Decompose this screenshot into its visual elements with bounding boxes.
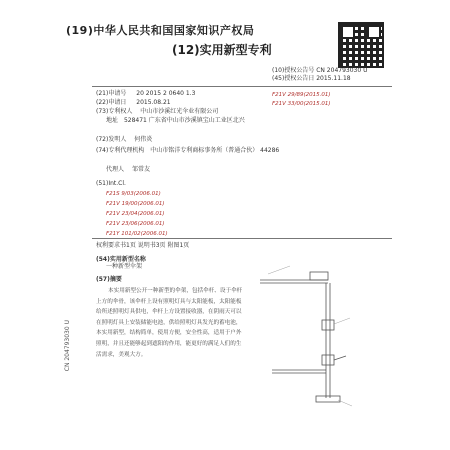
leader-line [338, 400, 352, 406]
leader-line [334, 318, 350, 324]
claims-summary: 权利要求书1页 说明书3页 附图1页 [96, 242, 190, 249]
ipc-item: F21V 23/06(2006.01) [106, 221, 165, 227]
inventor-label: (72)发明人 [96, 136, 127, 143]
section-divider [92, 238, 392, 239]
document-type-title: (12)实用新型专利 [172, 43, 272, 57]
abstract-label: (57)摘要 [96, 276, 122, 283]
ipc-item: F21S 9/03(2006.01) [106, 191, 161, 197]
bracket-shape [322, 355, 334, 365]
application-number-field [96, 90, 195, 98]
publication-date: (45)授权公告日 2015.11.18 [272, 75, 351, 82]
side-document-code: CN 204793030 U [64, 320, 71, 372]
address-field [106, 117, 245, 125]
abstract-text: 本实用新型公开一种新型的伞架，包括伞杆、设于伞杆上方的伞骨，该伞杆上设有照明灯具与太阳能板，太阳能板给所述照明灯具供电，伞杆上方设置接收器，在阴雨天可以在照明灯具上安装储能电池，供给照明灯具发光的蓄电池，本实用新型，结构简单，使用方便，安全性高，适用于户外照明，并且还能够起到遮阳的作用，能更好的满足人们的生活需求，美观大方。 [96, 288, 243, 358]
agent-value: 邹常友 [131, 166, 150, 173]
inventor-value: 何伟炎 [134, 136, 153, 143]
patentee-label: (73)专利权人 [96, 108, 133, 115]
issuing-office-header: (19)中华人民共和国国家知识产权局 [66, 24, 255, 37]
ipc-item: F21V 23/04(2006.01) [106, 211, 165, 217]
agent-label: 代理人 [106, 166, 125, 173]
application-number-label: (21)申请号 [96, 90, 127, 97]
agency-value: 中山市铭洋专利商标事务所（普通合伙） 44286 [150, 147, 280, 154]
bracket-shape [322, 320, 334, 330]
agency-label: (74)专利代理机构 [96, 147, 145, 154]
umbrella-stand-drawing [250, 260, 360, 410]
ipc-right-2: F21V 33/00(2015.01) [272, 101, 331, 107]
agent-field [106, 166, 150, 174]
ipc-right-1: F21V 29/89(2015.01) [272, 92, 331, 98]
qr-code-icon [338, 22, 384, 68]
utility-model-title: 一种新型伞架 [106, 263, 143, 270]
ipc-label: (51)Int.Cl. [96, 180, 126, 187]
ipc-item: F21V 19/00(2006.01) [106, 201, 165, 207]
leader-line [268, 266, 290, 274]
lamp-head-shape [310, 272, 328, 280]
publication-number: (10)授权公告号 CN 204793030 U [272, 67, 368, 74]
application-number-value: 20 2015 2 0640 1.3 [136, 90, 196, 97]
ipc-item: F21Y 101/02(2006.01) [106, 231, 168, 237]
ipc-list [106, 189, 168, 239]
filing-date-field [96, 99, 171, 107]
utility-model-title-label: (54)实用新型名称 [96, 256, 146, 263]
patentee-value: 中山市沙溪红光伞业有限公司 [140, 108, 219, 115]
agency-field [96, 147, 279, 155]
header-divider [92, 86, 392, 87]
inventor-field [96, 136, 152, 144]
address-value: 528471 广东省中山市沙溪镇宝山工业区北兴 [123, 117, 245, 124]
bracket-arm-line [334, 356, 346, 360]
filing-date-value: 2015.08.21 [136, 99, 171, 106]
filing-date-label: (22)申请日 [96, 99, 127, 106]
base-shape [316, 396, 340, 402]
address-label: 地址 [106, 117, 119, 124]
patentee-field [96, 108, 218, 116]
